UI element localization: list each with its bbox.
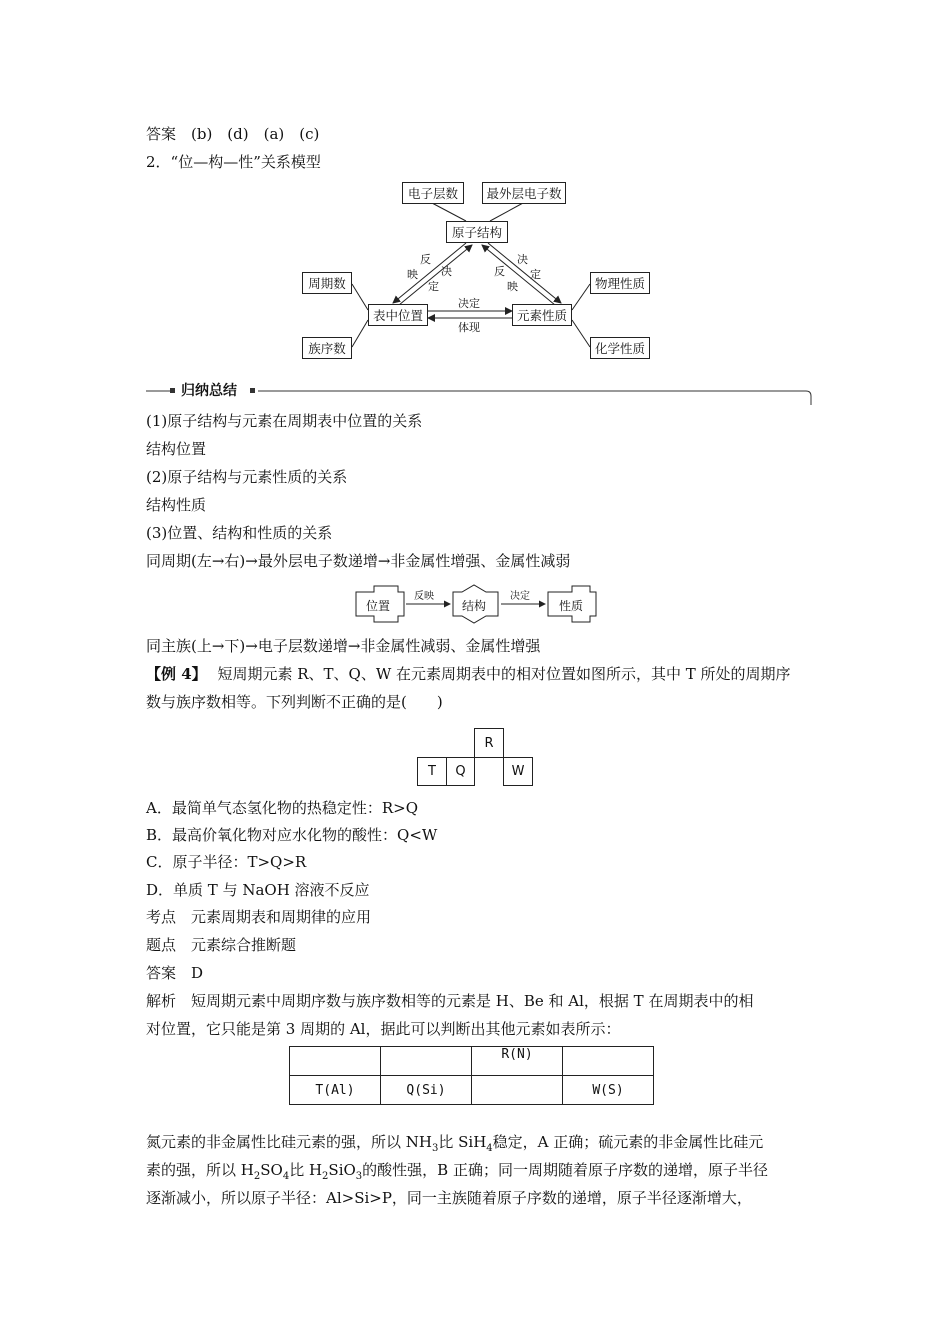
element-properties-box: 元素性质 [512,304,572,326]
table-cell: R(N) [472,1047,563,1076]
text-segment: SO [260,1161,283,1179]
label-embody-bottom: 体现 [458,321,480,334]
subscript: 4 [486,1143,493,1154]
electron-layers-box: 电子层数 [402,182,464,204]
physical-properties-box: 物理性质 [590,272,650,294]
label-decide-left-2: 定 [428,280,439,293]
label-decide-left-1: 决 [441,265,452,278]
same-group-rule: 同主族(上→下)→电子层数递增→非金属性减弱、金属性增强 [146,637,541,655]
kaodian: 考点 元素周期表和周期律的应用 [146,908,372,926]
flow-reflect-label: 反映 [414,591,434,602]
text-segment: 比 SiH [438,1133,487,1151]
example-question-line-2: 数与族序数相等。下列判断不正确的是( ) [146,693,443,711]
analysis-line-1: 解析 短周期元素中周期序数与族序数相等的元素是 H、Be 和 Al，根据 T 在周期表中的相 [146,992,754,1010]
section-title: 2．“位—构—性”关系模型 [146,153,321,171]
example-question-text: 短周期元素 R、T、Q、W 在元素周期表中的相对位置如图所示，其中 T 所处的周期序 [217,665,791,683]
same-period-rule: 同周期(左→右)→最外层电子数递增→非金属性增强、金属性减弱 [146,552,571,570]
grid-cell-t: T [417,757,447,786]
table-cell [381,1047,472,1076]
table-cell [290,1047,381,1076]
summary-item-2: (2)原子结构与元素性质的关系 [146,468,348,486]
table-row [290,1076,654,1105]
option-a: A．最简单气态氢化物的热稳定性：R>Q [146,799,418,817]
label-reflect-right-2: 映 [507,280,518,293]
table-row [290,1047,654,1076]
label-reflect-right-1: 反 [494,265,505,278]
text-segment: 稳定，A 正确；硫元素的非金属性比硅元 [492,1133,764,1151]
summary-item-1-sub: 结构位置 [146,440,207,458]
summary-item-1: (1)原子结构与元素在周期表中位置的关系 [146,412,423,430]
summary-header-rule [146,383,812,405]
option-b: B．最高价氧化物对应水化物的酸性：Q<W [146,826,438,844]
label-decide-bottom: 决定 [458,297,480,310]
group-number-box: 族序数 [302,337,352,359]
element-result-table [289,1046,654,1105]
conclusion-line-1 [146,1132,763,1159]
conclusion-line-3: 逐渐减小，所以原子半径：Al>Si>P，同一主族随着原子序数的递增，原子半径逐渐增大， [146,1189,752,1207]
grid-cell-w: W [503,757,533,786]
answer: 答案 D [146,964,204,982]
table-cell [563,1047,654,1076]
previous-answer: 答案 (b) (d) (a) (c) [146,125,320,143]
table-cell: T(Al) [290,1076,381,1105]
text-segment: 氮元素的非金属性比硅元素的强，所以 NH [146,1133,432,1151]
grid-cell-r: R [474,728,504,758]
text-segment: 的酸性强，B 正确；同一周期随着原子序数的递增，原子半径 [362,1161,768,1179]
summary-heading: 归纳总结 [181,383,237,399]
flow-position: 位置 [366,599,391,613]
tidian: 题点 元素综合推断题 [146,936,297,954]
flow-property: 性质 [559,599,584,613]
text-segment: 比 H [289,1161,323,1179]
text-segment: 素的强，所以 H [146,1161,254,1179]
atomic-structure-box: 原子结构 [446,221,508,243]
chemical-properties-box: 化学性质 [590,337,650,359]
diagram-connectors [0,0,950,370]
label-reflect-left-1: 反 [420,253,431,266]
period-number-box: 周期数 [302,272,352,294]
subscript: 2 [322,1171,329,1182]
example-label: 【例 4】 [146,665,207,683]
flow-structure: 结构 [462,599,487,613]
grid-cell-q: Q [446,757,475,786]
subscript: 3 [431,1143,439,1154]
relationship-diagram [0,0,950,370]
label-reflect-left-2: 映 [407,268,418,281]
table-cell: W(S) [563,1076,654,1105]
flow-diagram [350,584,600,624]
flow-decide-label: 决定 [510,591,530,602]
outer-electrons-box: 最外层电子数 [482,182,566,204]
subscript: 3 [355,1171,363,1182]
table-cell [472,1076,563,1105]
label-decide-right-2: 定 [530,268,541,281]
example-question-line-1 [146,664,791,684]
subscript: 2 [253,1171,261,1182]
summary-item-3: (3)位置、结构和性质的关系 [146,524,333,542]
table-cell: Q(Si) [381,1076,472,1105]
subscript: 4 [282,1171,290,1182]
summary-item-2-sub: 结构性质 [146,496,207,514]
analysis-line-2: 对位置，它只能是第 3 周期的 Al，据此可以判断出其他元素如表所示： [146,1020,621,1038]
conclusion-line-2 [146,1160,768,1187]
text-segment: SiO [328,1161,356,1179]
table-position-box: 表中位置 [368,304,428,326]
option-c: C．原子半径：T>Q>R [146,853,307,871]
option-d: D．单质 T 与 NaOH 溶液不反应 [146,881,370,899]
label-decide-right-1: 决 [517,253,528,266]
summary-header [146,383,812,405]
